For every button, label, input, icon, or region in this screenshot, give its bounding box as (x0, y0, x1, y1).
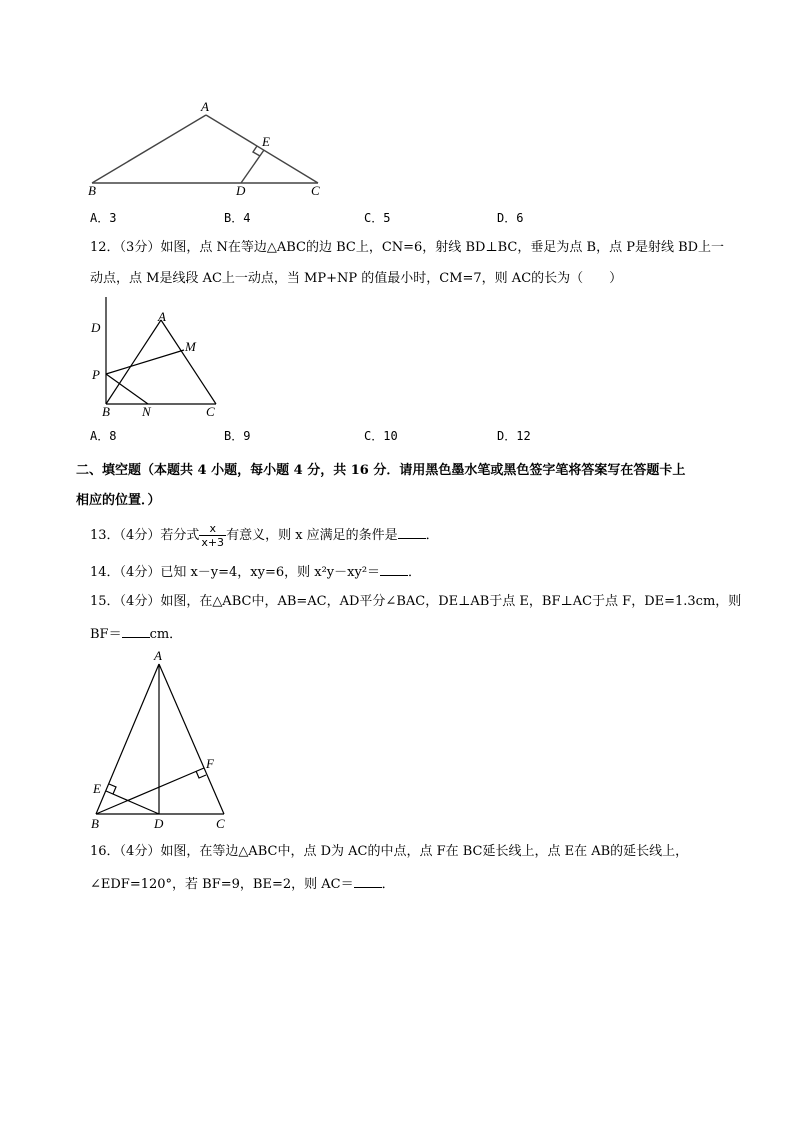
answer-blank[interactable] (380, 563, 408, 576)
q11-option-c[interactable]: C．5 (364, 211, 391, 225)
q16-end: ． (381, 877, 395, 892)
label-e: E (262, 134, 270, 149)
segment-de (106, 791, 159, 814)
q14-text (90, 563, 421, 581)
segment-ab (92, 115, 206, 183)
q11-option-d[interactable]: D．6 (497, 211, 524, 225)
fraction (199, 522, 226, 549)
label-c: C (311, 183, 320, 198)
segment-ac (161, 320, 216, 404)
label-d: D (91, 320, 101, 335)
answer-blank[interactable] (354, 875, 382, 888)
q14-end: ． (408, 565, 422, 580)
section2-heading-line2: 相应的位置．） (76, 493, 161, 508)
q16-body: ∠EDF=120°，若 BF=9，BE=2，则 AC＝ (90, 877, 354, 892)
q12-option-c[interactable]: C．10 (364, 429, 398, 443)
segment-pm (106, 350, 184, 374)
q15-text-line2 (90, 625, 182, 643)
figure-q15-triangle (84, 648, 244, 836)
label-e: E (93, 781, 101, 796)
q16-text-line1: 16．（4分）如图，在等边△ABC中，点 D为 AC的中点，点 F在 BC延长线上，点 E在 AB的延长线上， (90, 844, 689, 859)
figure-q12-triangle (84, 290, 234, 425)
fraction-numerator: x (199, 522, 226, 536)
label-f: F (206, 756, 214, 771)
label-a: A (158, 309, 166, 324)
q11-option-b[interactable]: B．4 (224, 211, 251, 225)
label-d: D (236, 183, 246, 198)
label-b: B (91, 816, 99, 831)
label-b: B (102, 404, 110, 419)
q13-end: ． (425, 528, 439, 543)
segment-pn (106, 374, 148, 404)
label-m: M (185, 339, 196, 354)
section2-heading-line1: 二、填空题（本题共 4 小题，每小题 4 分，共 16 分．请用黑色墨水笔或黑色签字笔将答案写在答题卡上 (76, 463, 686, 478)
q15-text-line1: 15．（4分）如图，在△ABC中，AB=AC，AD平分∠BAC，DE⊥AB于点 E，BF⊥AC于点 F，DE=1.3cm，则 (90, 594, 742, 609)
q11-option-a[interactable]: A．3 (90, 211, 117, 225)
segment-ac (159, 664, 224, 814)
right-angle-mark-f (196, 771, 206, 778)
q12-option-a[interactable]: A．8 (90, 429, 117, 443)
fraction-denominator: x+3 (201, 536, 225, 549)
answer-blank[interactable] (122, 625, 150, 638)
q13-prefix: 13．（4分）若分式 (90, 528, 200, 543)
q12-text-line2: 动点，点 M是线段 AC上一动点，当 MP+NP 的值最小时，CM=7，则 AC的长为（ ） (90, 271, 623, 286)
label-c: C (216, 816, 225, 831)
label-c: C (206, 404, 215, 419)
answer-blank[interactable] (398, 526, 426, 539)
q15-suffix: cm． (149, 627, 183, 642)
q14-body: 14．（4分）已知 x－y=4，xy=6，则 x²y－xy²＝ (90, 565, 381, 580)
q13-suffix: 有意义，则 x 应满足的条件是 (226, 528, 398, 543)
label-a: A (154, 648, 162, 663)
q12-option-d[interactable]: D．12 (497, 429, 531, 443)
q13-text (90, 522, 439, 549)
segment-ac (206, 115, 318, 183)
label-d: D (154, 816, 164, 831)
segment-de (241, 150, 264, 183)
figure-q11-triangle (80, 95, 340, 200)
q12-option-b[interactable]: B．9 (224, 429, 251, 443)
label-n: N (142, 404, 151, 419)
label-p: P (92, 367, 100, 382)
q15-prefix: BF＝ (90, 627, 122, 642)
q16-text-line2 (90, 875, 395, 893)
label-a: A (201, 99, 209, 114)
label-b: B (88, 183, 96, 198)
segment-ba (106, 320, 161, 404)
q12-text-line1: 12．（3分）如图，点 N在等边△ABC的边 BC上，CN=6，射线 BD⊥BC，垂足为点 B，点 P是射线 BD上一 (90, 240, 725, 255)
